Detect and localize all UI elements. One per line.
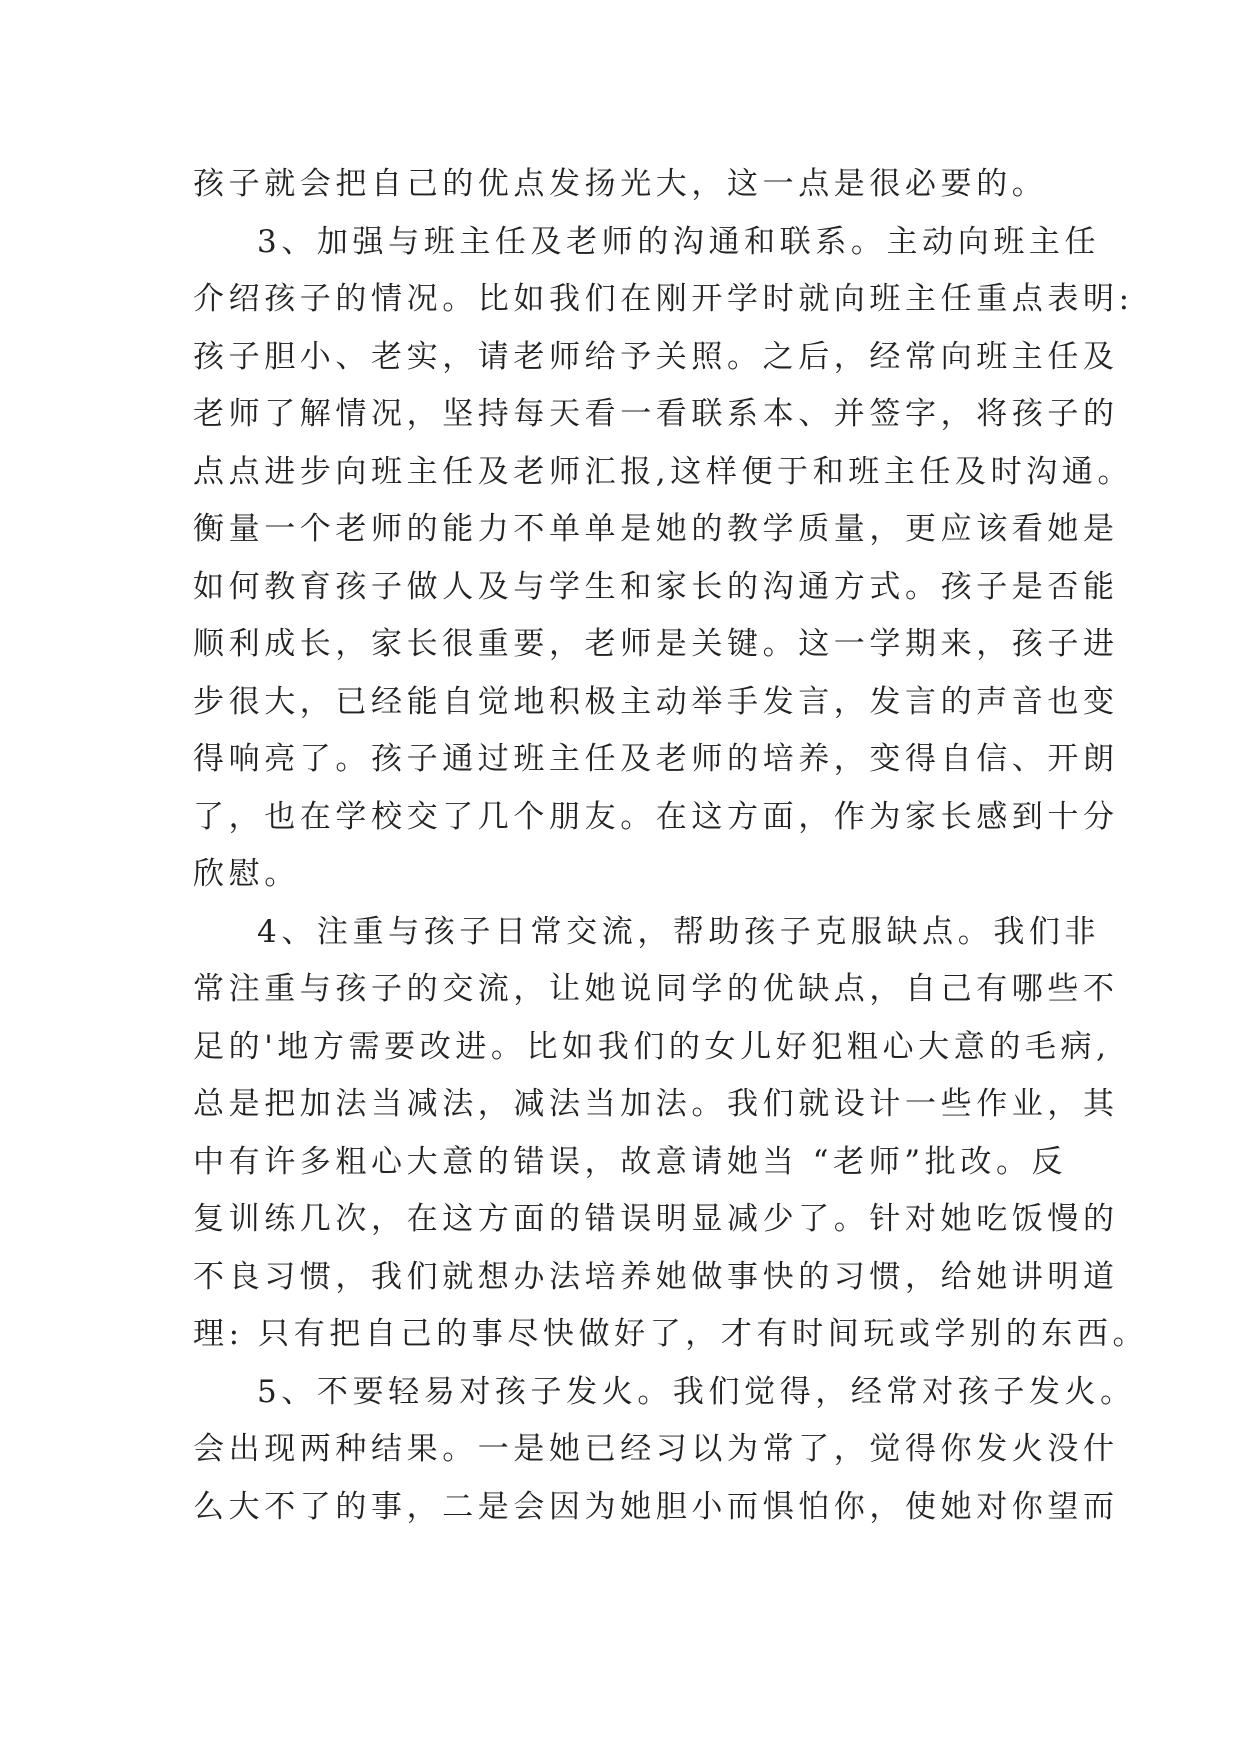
text-line: 得响亮了。孩子通过班主任及老师的培养，变得自信、开朗 [193, 741, 1119, 777]
text-line: 孩子就会把自己的优点发扬光大，这一点是很必要的。 [193, 166, 1048, 202]
text-line: 步很大，已经能自觉地积极主动举手发言，发言的声音也变 [193, 683, 1119, 720]
text-line: 么大不了的事，二是会因为她胆小而惧怕你，使她对你望而 [193, 1488, 1119, 1525]
text-line: 不良习惯，我们就想办法培养她做事快的习惯，给她讲明道 [193, 1258, 1119, 1295]
document-body [193, 156, 1149, 1536]
text-line: 了，也在学校交了几个朋友。在这方面，作为家长感到十分 [193, 798, 1119, 835]
text-line: 足的'地方需要改进。比如我们的女儿好犯粗心大意的毛病, [193, 1028, 1111, 1065]
text-line: 5、不要轻易对孩子发火。我们觉得，经常对孩子发火。 [257, 1373, 1136, 1410]
text-line: 理: 只有把自己的事尽快做好了，才有时间玩或学别的东西。 [193, 1316, 1149, 1352]
text-line: 点点进步向班主任及老师汇报,这样便于和班主任及时沟通。 [193, 453, 1134, 490]
text-line: 介绍孩子的情况。比如我们在刚开学时就向班主任重点表明: [193, 281, 1134, 317]
text-line: 顺利成长，家长很重要，老师是关键。这一学期来，孩子进 [193, 626, 1119, 662]
text-line: 总是把加法当减法，减法当加法。我们就设计一些作业，其 [193, 1086, 1119, 1122]
text-line: 老师了解情况，坚持每天看一看联系本、并签字，将孩子的 [193, 396, 1119, 432]
text-line: 复训练几次，在这方面的错误明显减少了。针对她吃饭慢的 [193, 1201, 1119, 1237]
text-line: 孩子胆小、老实，请老师给予关照。之后，经常向班主任及 [193, 338, 1119, 375]
text-line: 3、加强与班主任及老师的沟通和联系。主动向班主任 [257, 223, 1101, 260]
text-line: 如何教育孩子做人及与学生和家长的沟通方式。孩子是否能 [193, 568, 1119, 605]
text-line: 会出现两种结果。一是她已经习以为常了，觉得你发火没什 [193, 1431, 1119, 1467]
text-line: 中有许多粗心大意的错误，故意请她当 “老师”批改。反 [193, 1143, 1068, 1180]
text-line: 4、注重与孩子日常交流，帮助孩子克服缺点。我们非 [257, 913, 1101, 950]
text-line: 欣慰。 [193, 856, 300, 892]
text-line: 常注重与孩子的交流，让她说同学的优缺点，自己有哪些不 [193, 971, 1119, 1007]
text-line: 衡量一个老师的能力不单单是她的教学质量，更应该看她是 [193, 511, 1119, 547]
